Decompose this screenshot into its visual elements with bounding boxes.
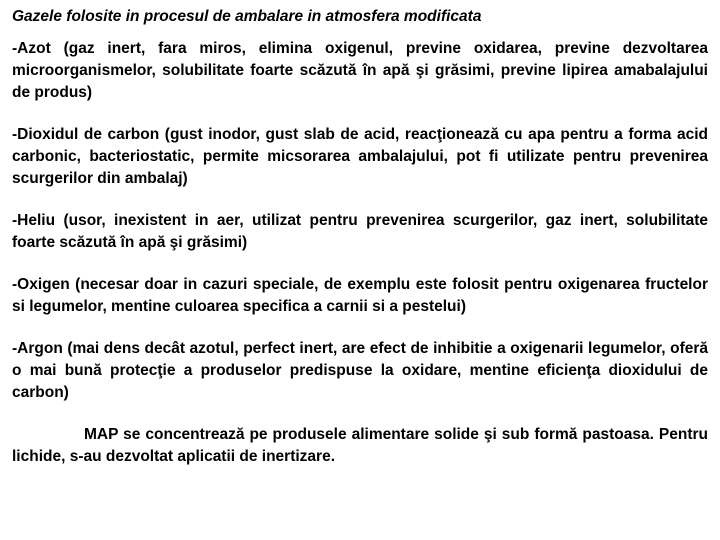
paragraph-oxigen: -Oxigen (necesar doar in cazuri speciale, de exemplu este folosit pentru oxigenarea fructelor si legumelor, mentine culoarea specifica a carnii si a pestelui): [12, 276, 708, 315]
paragraph-argon: -Argon (mai dens decât azotul, perfect inert, are efect de inhibitie a oxigenarii legumelor, oferă o mai bună protecţie a produselor predispuse la oxidare, mentine eficienţa dioxidului de carbon): [12, 340, 708, 401]
paragraph-azot: -Azot (gaz inert, fara miros, elimina oxigenul, previne oxidarea, previne dezvoltarea microorganismelor, solubilitate foarte scăzută în apă şi grăsimi, previne lipirea amabalajului de produs): [12, 40, 708, 101]
paragraph-dioxid-de-carbon: -Dioxidul de carbon (gust inodor, gust slab de acid, reacţionează cu apa pentru a forma acid carbonic, bacteriostatic, permite micsorarea ambalajului, pot fi utilizate pentru prevenirea scurgerilor din ambalaj): [12, 126, 708, 187]
paragraph-heliu: -Heliu (usor, inexistent in aer, utilizat pentru prevenirea scurgerilor, gaz inert, solubilitate foarte scăzută în apă şi grăsimi): [12, 212, 708, 251]
paragraph-map-summary: MAP se concentrează pe produsele alimentare solide şi sub formă pastoasa. Pentru lichide, s-au dezvoltat aplicatii de inertizare.: [12, 426, 708, 465]
document-title: Gazele folosite in procesul de ambalare in atmosfera modificata: [12, 8, 482, 25]
